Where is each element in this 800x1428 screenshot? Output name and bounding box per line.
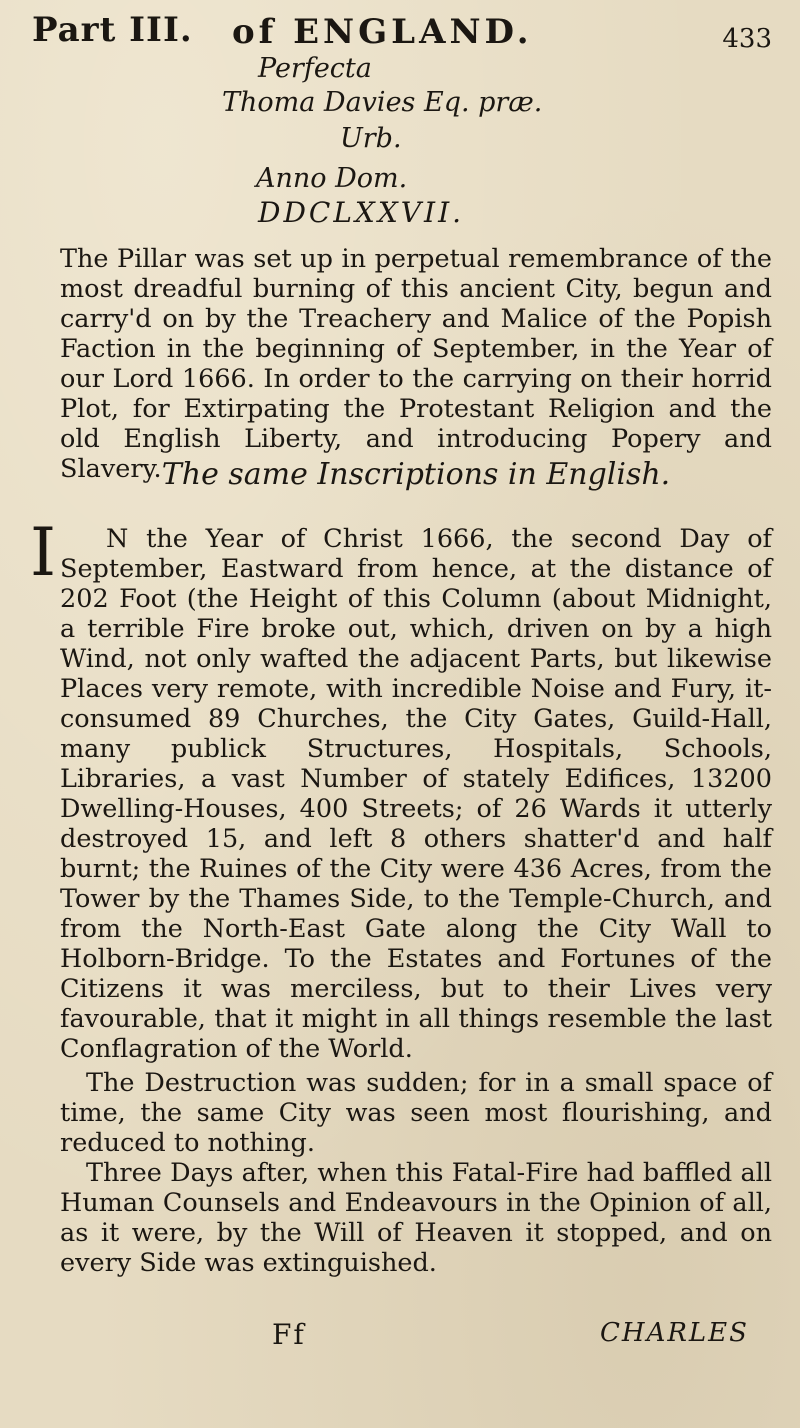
catchword: CHARLES: [600, 1318, 749, 1348]
inscription-line-2: Thoma Davies Eq. præ.: [222, 87, 543, 118]
inscription-line-3: Urb.: [340, 123, 402, 154]
inscription-line-1: Perfecta: [258, 53, 372, 84]
fire-account-paragraph: N the Year of Christ 1666, the second Day of September, Eastward from hence, at the distance of 202 Foot (the Height of this Column (about Midnight, a terrible Fire broke out, which, driven on by a high Wind, not only wafted the adjacent Parts, but likewise Places very remote, with incredible Noise and Fury, it-consumed 89 Churches, the City Gates, Guild-Hall, many publick Structures, Hospitals, Schools, Libraries, a vast Number of stately Edifices, 13200 Dwelling-Houses, 400 Streets; of 26 Wards it utterly destroyed 15, and left 8 others shatter'd and half burnt; the Ruines of the City were 436 Acres, from the Tower by the Thames Side, to the Temple-Church, and from the North-East Gate along the City Wall to Holborn-Bridge. To the Estates and Fortunes of the Citizens it was merciless, but to their Lives very favourable, that it might in all things resemble the last Conflagration of the World.: [60, 524, 772, 1064]
running-head: [32, 10, 772, 54]
english-inscriptions-heading: The same Inscriptions in English.: [161, 457, 671, 492]
drop-cap: I: [30, 514, 57, 591]
signature-mark: Ff: [272, 1318, 306, 1351]
page-number: 433: [722, 24, 772, 54]
inscription-line-5: DDCLXXVII.: [258, 196, 465, 229]
part-label: Part III.: [32, 10, 193, 50]
running-title: of ENGLAND.: [232, 12, 533, 52]
inscription-line-4: Anno Dom.: [256, 163, 408, 194]
pillar-paragraph: The Pillar was set up in perpetual remembrance of the most dreadful burning of this ancient City, begun and carry'd on by the Treachery and Malice of the Popish Faction in the beginning of September, in the Year of our Lord 1666. In order to the carrying on their horrid Plot, for Extirpating the Protestant Religion and the old English Liberty, and introducing Popery and Slavery.: [60, 244, 772, 484]
destruction-paragraph: The Destruction was sudden; for in a small space of time, the same City was seen most flourishing, and reduced to nothing.: [60, 1068, 772, 1158]
extinguished-paragraph: Three Days after, when this Fatal-Fire had baffled all Human Counsels and Endeavours in the Opinion of all, as it were, by the Will of Heaven it stopped, and on every Side was extinguished.: [60, 1158, 772, 1278]
